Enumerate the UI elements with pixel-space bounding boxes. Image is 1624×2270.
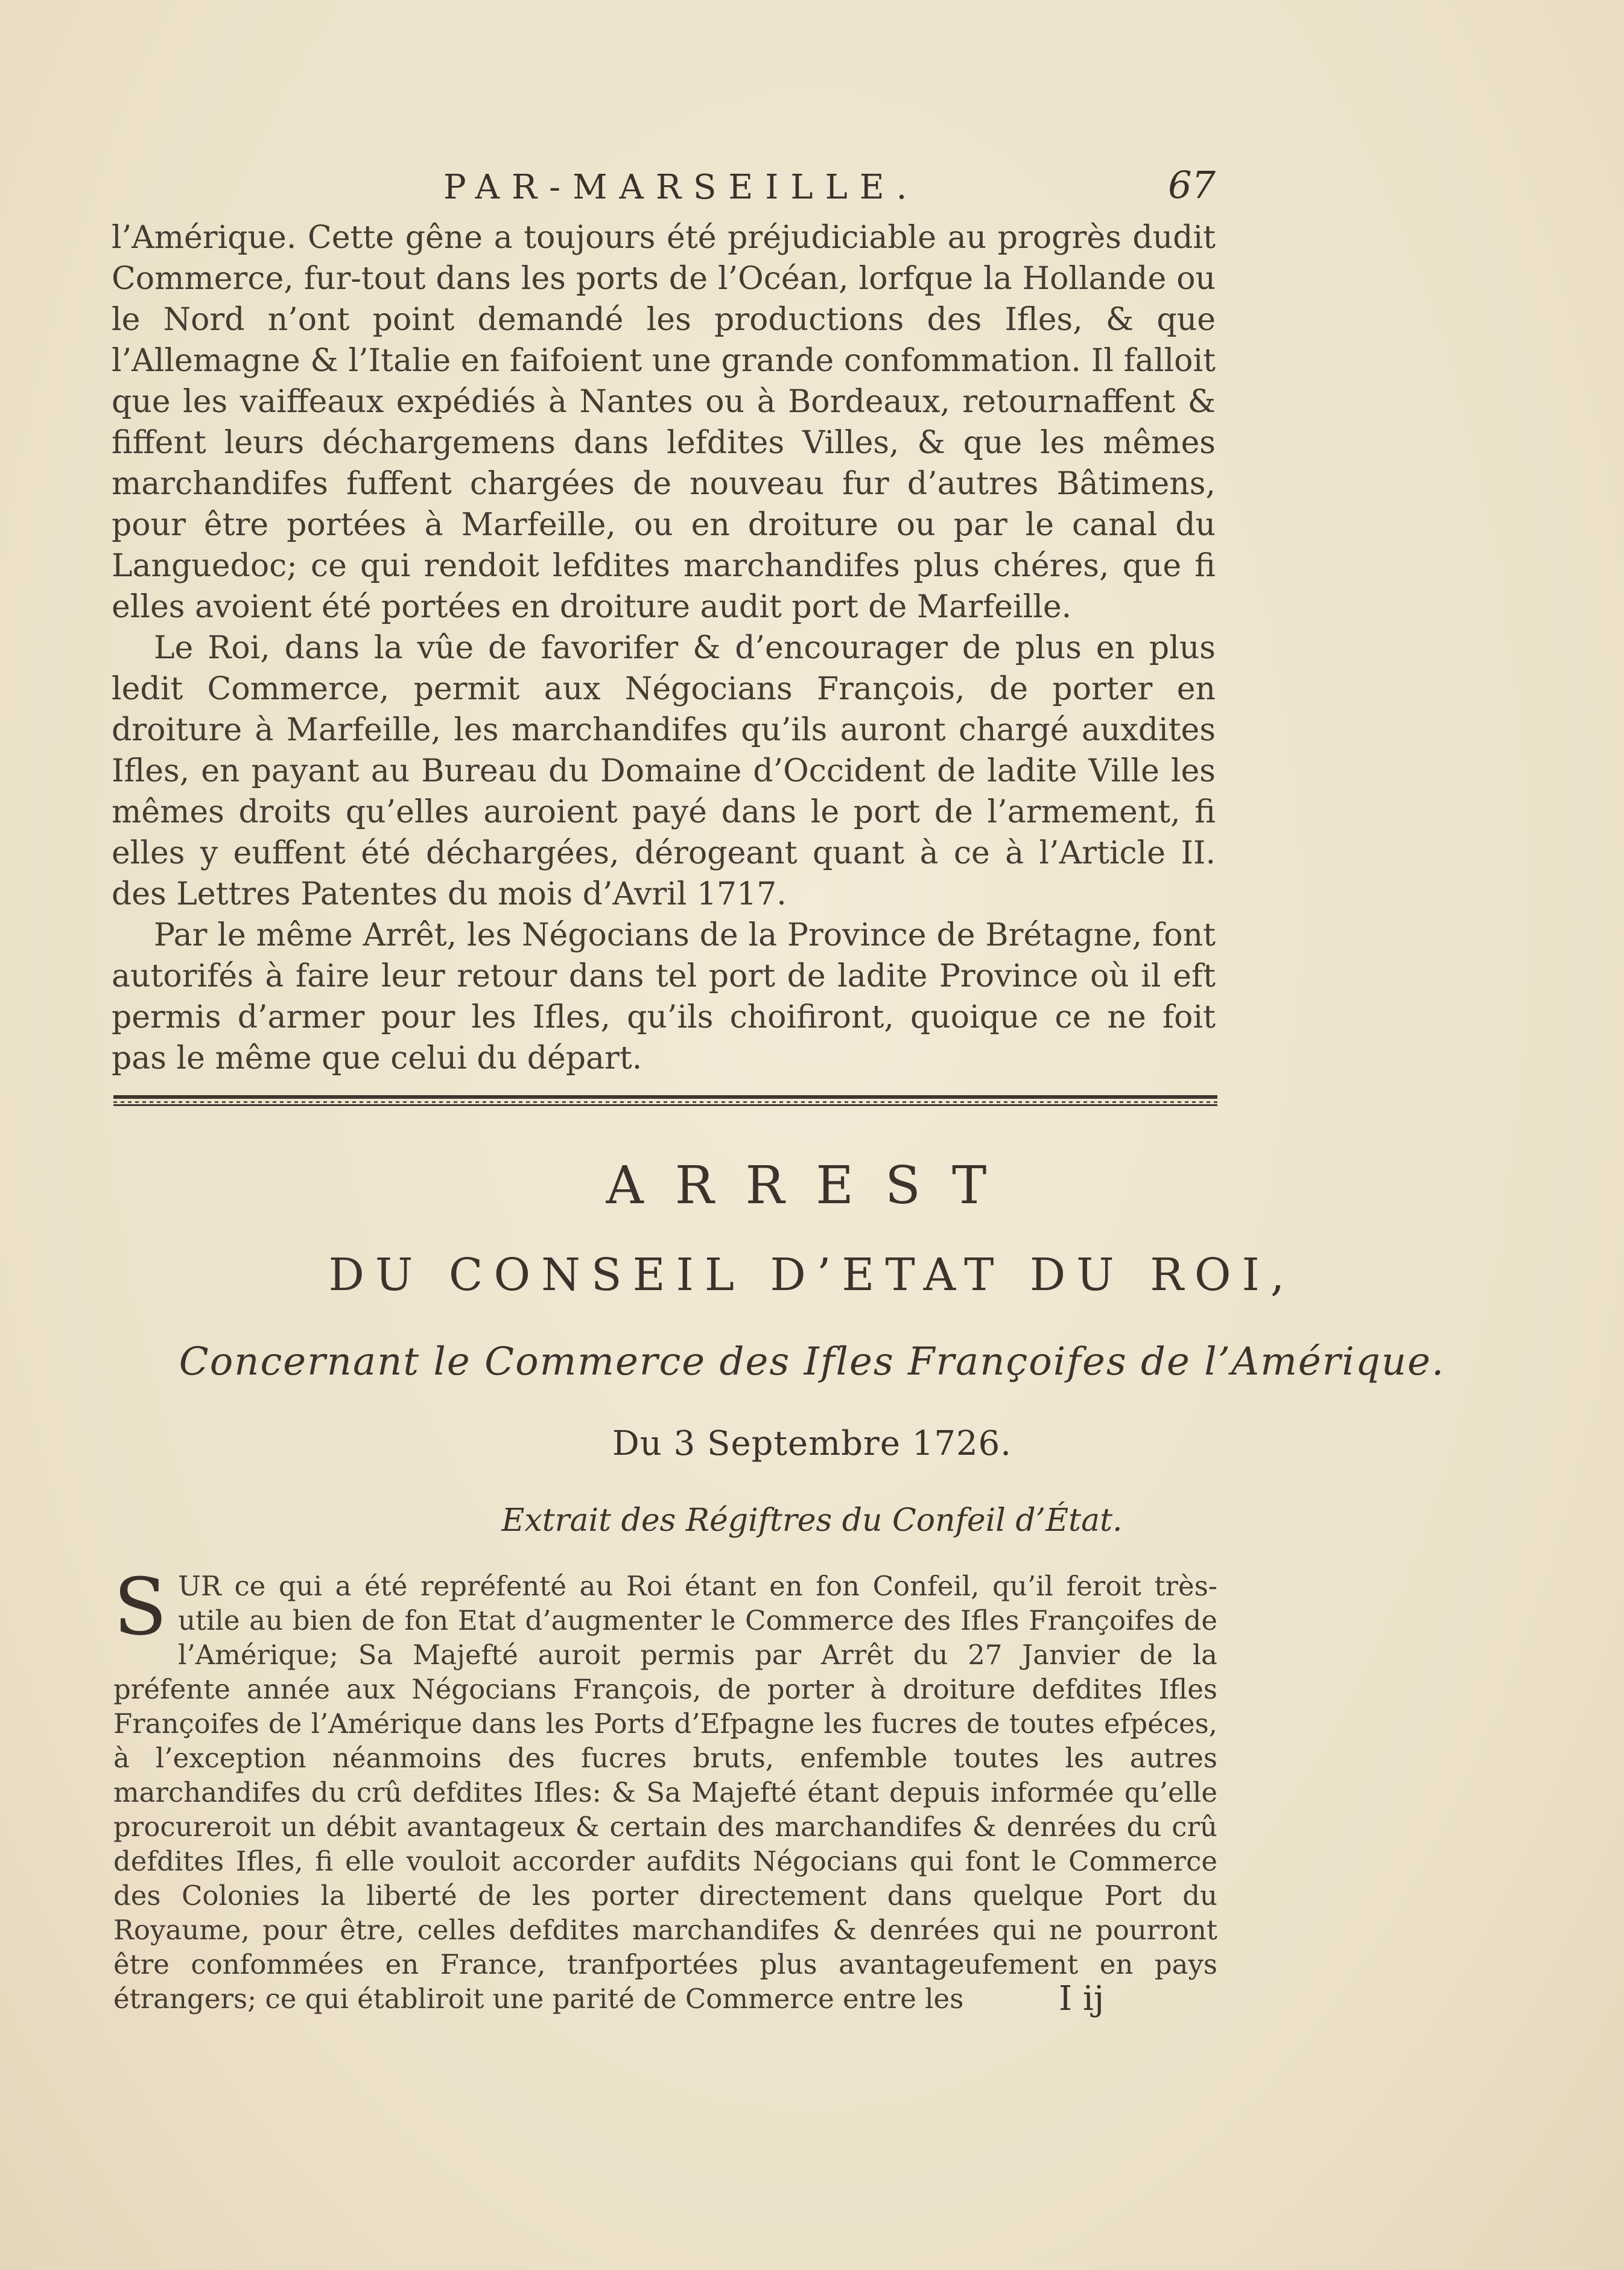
decree-text <box>113 1561 1217 2016</box>
body-text <box>112 217 1216 1079</box>
running-head <box>112 163 1216 217</box>
extrait-line: Extrait des Régiftres du Confeil d’État. <box>501 1502 1123 1539</box>
title-conseil: DU CONSEIL D’ETAT DU ROI, <box>328 1249 1296 1301</box>
ornamental-rule <box>113 1095 1217 1106</box>
paragraph-1: l’Amérique. Cette gêne a toujours été préjudiciable au progrès dudit Commerce, fur-tout dans les ports de l’Océan, lorfque la Hollande ou le Nord n’ont point demandé les productions des Ifles, & que l’Allemagne & l’Italie en faifoient une grande confommation. Il falloit que les vaiffeaux expédiés à Nantes ou à Bordeaux, retournaffent & fiffent leurs déchargemens dans lefdites Villes, & que les mêmes marchandifes fuffent chargées de nouveau fur d’autres Bâtimens, pour être portées à Marfeille, ou en droiture ou par le canal du Languedoc; ce qui rendoit lefdites marchandifes plus chéres, que fi elles avoient été portées en droiture audit port de Marfeille. <box>112 220 1216 625</box>
paragraph-3: Par le même Arrêt, les Négocians de la Province de Brétagne, font autorifés à faire leur retour dans tel port de ladite Province où il eft permis d’armer pour les Ifles, qu’ils choifiront, quoique ce ne foit pas le même que celui du départ. <box>112 917 1216 1076</box>
signature-mark: I ij <box>1059 1979 1105 2018</box>
decree-date: Du 3 Septembre 1726. <box>612 1424 1012 1463</box>
decree-body: UR ce qui a été repréfenté au Roi étant en fon Confeil, qu’il feroit très-utile au bien de fon Etat d’augmenter le Commerce des Ifles Françoifes de l’Amérique; Sa Majefté auroit permis par Arrêt du 27 Janvier de la préfente année aux Négocians François, de porter à droiture defdites Ifles Françoifes de l’Amérique dans les Ports d’Efpagne les fucres de toutes efpéces, à l’exception néanmoins des fucres bruts, enfemble toutes les autres marchandifes du crû defdites Ifles: & Sa Majefté étant depuis informée qu’elle procureroit un débit avantageux & certain des marchandifes & denrées du crû defdites Ifles, fi elle vouloit accorder aufdits Négocians qui font le Commerce des Colonies la liberté de les porter directement dans quelque Port du Royaume, pour être, celles defdites marchandifes & denrées qui ne pourront être confommées en France, tranfportées plus avantageufement en pays étrangers; ce qui établiroit une parité de Commerce entre les <box>113 1570 1217 2015</box>
running-head-title: PAR-MARSEILLE. <box>443 168 919 207</box>
subtitle-concernant: Concernant le Commerce des Ifles Françoifes de l’Amérique. <box>179 1340 1445 1384</box>
drop-cap: S <box>113 1561 168 1653</box>
title-arrest: ARREST <box>606 1156 1018 1216</box>
paragraph-2: Le Roi, dans la vûe de favorifer & d’encourager de plus en plus ledit Commerce, permit aux Négocians François, de porter en droiture à Marfeille, les marchandifes qu’ils auront chargé auxdites Ifles, en payant au Bureau du Domaine d’Occident de ladite Ville les mêmes droits qu’elles auroient payé dans le port de l’armement, fi elles y euffent été déchargées, dérogeant quant à ce à l’Article II. des Lettres Patentes du mois d’Avril 1717. <box>112 630 1216 912</box>
page-number: 67 <box>1168 163 1216 207</box>
